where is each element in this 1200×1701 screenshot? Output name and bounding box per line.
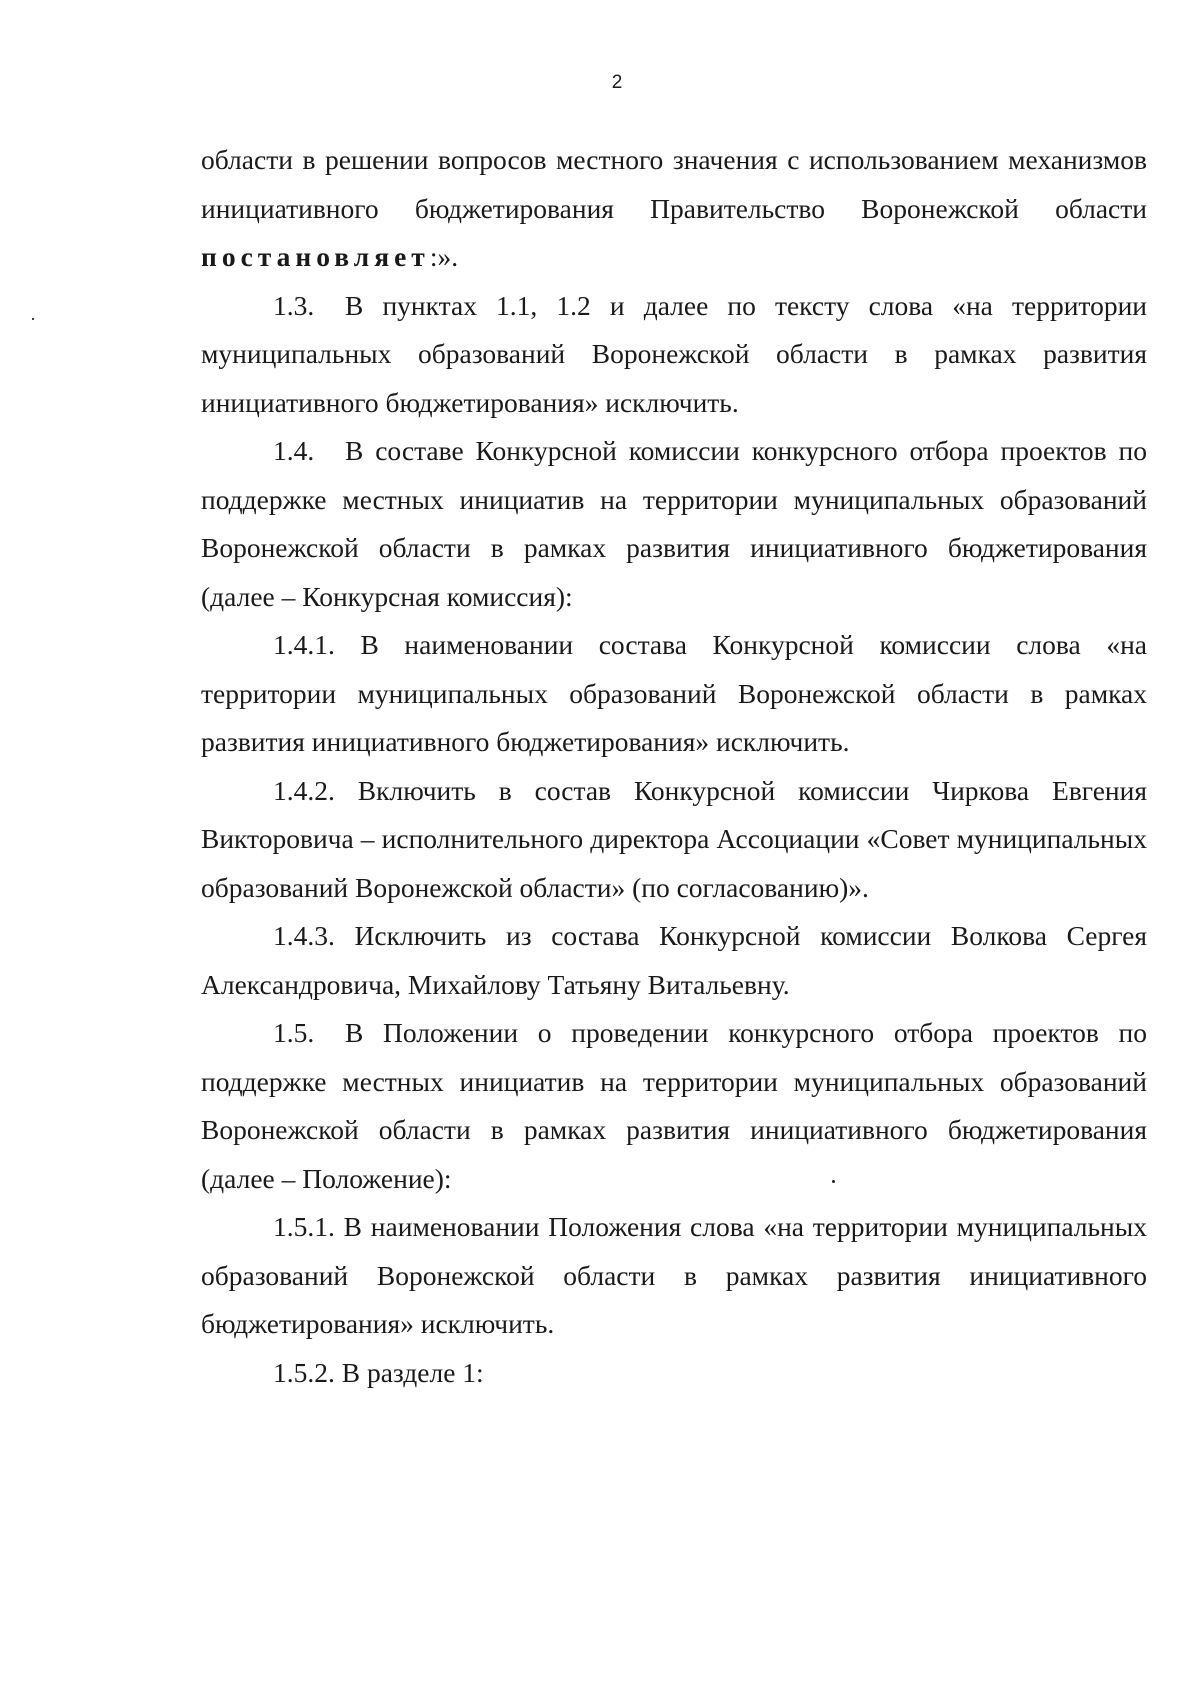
paragraph-number: 1.5. [273, 1017, 315, 1048]
paragraph-text: Исключить из состава Конкурсной комиссии Волкова Сергея Александровича, Михайлову Татьяну Витальевну. [201, 920, 1147, 1000]
paragraph-number: 1.4.3. [273, 920, 335, 951]
paragraph-number: 1.4.1. [273, 629, 335, 660]
paragraph-number: 1.4.2. [273, 774, 335, 806]
paragraph-1-3 [201, 282, 1147, 428]
paragraph-number: 1.5.2. [273, 1356, 335, 1388]
paragraph-1-5 [201, 1009, 1147, 1203]
paragraph-intro-text: области в решении вопросов местного значения с использованием механизмов инициативного бюджетирования Правительство Воронежской области [201, 144, 1147, 224]
paragraph-1-5-1 [201, 1203, 1147, 1349]
paragraph-text: В составе Конкурсной комиссии конкурсного отбора проектов по поддержке местных инициатив на территории муниципальных образований Воронежской области в рамках развития инициативного бюджетирования (далее – Конкурсная комиссия): [201, 435, 1147, 612]
paragraph-number: 1.3. [273, 289, 315, 321]
paragraph-1-4-2 [201, 767, 1147, 913]
paragraph-text: В Положении о проведении конкурсного отбора проектов по поддержке местных инициатив на территории муниципальных образований Воронежской области в рамках развития инициативного бюджетирования (далее – Положение): [201, 1017, 1147, 1194]
paragraph-intro-spaced: постановляет [201, 241, 430, 272]
document-body [201, 136, 1147, 1397]
paragraph-number: 1.4. [273, 435, 315, 466]
paragraph-text: В наименовании состава Конкурсной комиссии слова «на территории муниципальных образований Воронежской области в рамках развития инициативного бюджетирования» исключить. [201, 629, 1148, 757]
paragraph-text: В разделе 1: [341, 1356, 484, 1388]
paragraph-intro-end: :». [429, 241, 459, 272]
paragraph-1-4 [201, 427, 1147, 621]
paragraph-intro [201, 136, 1147, 282]
scan-speck [32, 318, 34, 320]
page-number: 2 [611, 72, 623, 93]
paragraph-number: 1.5.1. [273, 1211, 335, 1242]
paragraph-text: В наименовании Положения слова «на территории муниципальных образований Воронежской области в рамках развития инициативного бюджетирования» исключить. [201, 1211, 1147, 1339]
paragraph-text: Включить в состав Конкурсной комиссии Чиркова Евгения Викторовича – исполнительного директора Ассоциации «Совет муниципальных образований Воронежской области» (по согласованию)». [201, 774, 1148, 903]
paragraph-1-5-2 [201, 1349, 1147, 1398]
paragraph-text: В пунктах 1.1, 1.2 и далее по тексту слова «на территории муниципальных образований Воронежской области в рамках развития инициативного бюджетирования» исключить. [201, 289, 1147, 418]
paragraph-1-4-3 [201, 912, 1147, 1009]
paragraph-1-4-1 [201, 621, 1147, 767]
